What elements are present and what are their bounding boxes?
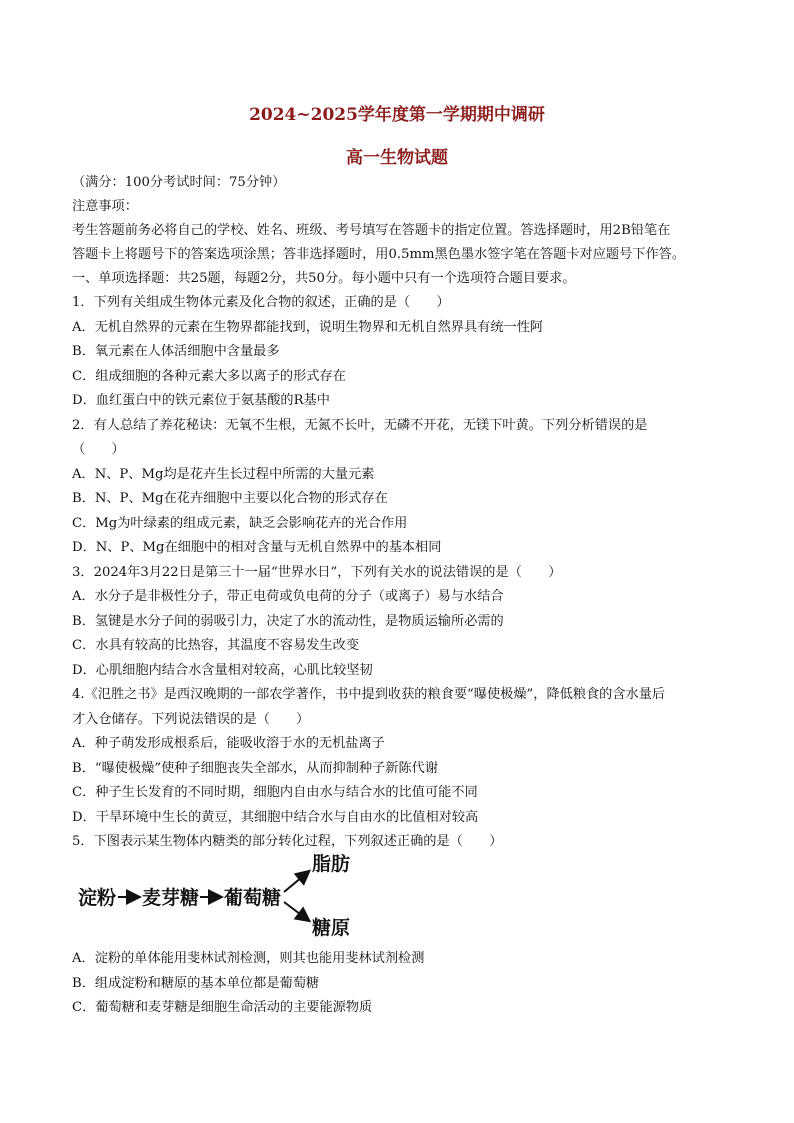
question-2-stem: 2．有人总结了养花秘诀：无氧不生根，无氮不长叶，无磷不开花，无镁下叶黄。下列分析错误的是: [72, 418, 648, 433]
question-2-option-d: D．N、P、Mg在细胞中的相对含量与无机自然界中的基本相同: [72, 540, 442, 555]
question-4-stem: 4.《氾胜之书》是西汉晚期的一部农学著作，书中提到收获的粮食要“曝使极燥”，降低粮食的含水量后: [72, 687, 666, 702]
question-1-stem: 1．下列有关组成生物体元素及化合物的叙述，正确的是（ ）: [72, 295, 450, 310]
question-4-option-b: B．“曝使极燥”使种子细胞丧失全部水，从而抑制种子新陈代谢: [72, 761, 439, 776]
score-time-info: （满分：100分考试时间：75分钟）: [72, 175, 286, 190]
question-3-option-a: A．水分子是非极性分子，带正电荷或负电荷的分子（或离子）易与水结合: [72, 589, 504, 604]
question-5-option-a: A．淀粉的单体能用斐林试剂检测，则其也能用斐林试剂检测: [72, 951, 425, 966]
question-3-stem: 3．2024年3月22日是第三十一届“世界水日”，下列有关水的说法错误的是（ ）: [72, 565, 562, 580]
arrow-glucose-to-glycogen: [284, 902, 308, 920]
question-1-option-d: D．血红蛋白中的铁元素位于氨基酸的R基中: [72, 393, 330, 408]
diagram-node-glucose: 葡萄糖: [224, 887, 282, 909]
question-5-option-b: B．组成淀粉和糖原的基本单位都是葡萄糖: [72, 976, 320, 991]
exam-subtitle: 高一生物试题: [346, 148, 448, 168]
question-2-stem-cont: （ ）: [72, 442, 125, 457]
notes-label: 注意事项：: [72, 199, 138, 214]
question-4-stem-cont: 才入仓储存。下列说法错误的是（ ）: [72, 712, 310, 727]
question-3-option-b: B．氢键是水分子间的弱吸引力，决定了水的流动性，是物质运输所必需的: [72, 614, 504, 629]
diagram-node-starch: 淀粉: [78, 887, 117, 909]
question-3-option-c: C．水具有较高的比热容，其温度不容易发生改变: [72, 638, 360, 653]
question-4-option-a: A．种子萌发形成根系后，能吸收溶于水的无机盐离子: [72, 736, 385, 751]
question-5-stem: 5．下图表示某生物体内糖类的部分转化过程，下列叙述正确的是（ ）: [72, 834, 503, 849]
diagram-node-maltose: 麦芽糖: [142, 887, 200, 909]
arrow-glucose-to-fat: [284, 872, 308, 892]
notes-line-1: 考生答题前务必将自己的学校、姓名、班级、考号填写在答题卡的指定位置。答选择题时，用2B铅笔在: [72, 223, 671, 238]
notes-line-2: 答题卡上将题号下的答案选项涂黑；答非选择题时，用0.5mm黑色墨水签字笔在答题卡对应题号下作答。: [72, 247, 686, 262]
section-heading: 一、单项选择题：共25题，每题2分，共50分。每小题中只有一个选项符合题目要求。: [72, 271, 576, 286]
question-2-option-a: A．N、P、Mg均是花卉生长过程中所需的大量元素: [72, 467, 375, 482]
question-1-option-a: A．无机自然界的元素在生物界都能找到，说明生物界和无机自然界具有统一性阿: [72, 320, 544, 335]
exam-title: 2024~2025学年度第一学期期中调研: [249, 105, 545, 125]
question-4-option-c: C．种子生长发育的不同时期，细胞内自由水与结合水的比值可能不同: [72, 785, 478, 800]
question-2-option-c: C．Mg为叶绿素的组成元素，缺乏会影响花卉的光合作用: [72, 516, 408, 531]
question-2-option-b: B．N、P、Mg在花卉细胞中主要以化合物的形式存在: [72, 491, 388, 506]
question-5-option-c: C．葡萄糖和麦芽糖是细胞生命活动的主要能源物质: [72, 1000, 373, 1015]
question-3-option-d: D．心肌细胞内结合水含量相对较高，心肌比较坚韧: [72, 663, 373, 678]
sugar-conversion-diagram: [72, 848, 362, 938]
question-1-option-c: C．组成细胞的各种元素大多以离子的形式存在: [72, 369, 346, 384]
question-4-option-d: D．干旱环境中生长的黄豆，其细胞中结合水与自由水的比值相对较高: [72, 810, 479, 825]
diagram-node-fat: 脂肪: [312, 853, 351, 875]
diagram-node-glycogen: 糖原: [312, 917, 351, 938]
question-1-option-b: B．氧元素在人体活细胞中含量最多: [72, 344, 280, 359]
